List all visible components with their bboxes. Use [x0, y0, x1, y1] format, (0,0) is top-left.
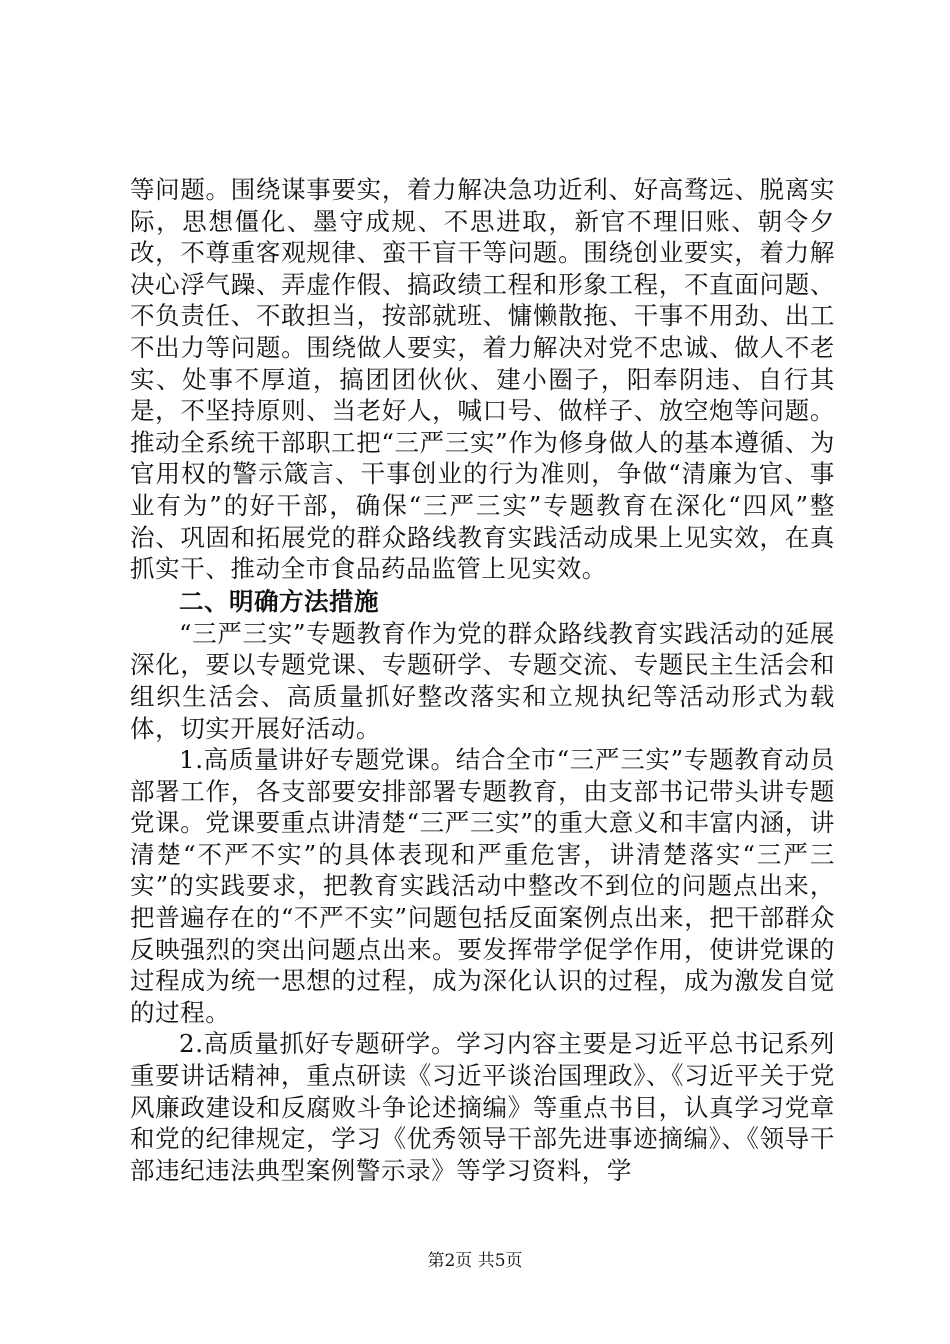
section-heading: 二、明确方法措施	[179, 586, 379, 616]
paragraph-4: 2.高质量抓好专题研学。学习内容主要是习近平总书记系列重要讲话精神，重点研读《习近平谈治国理政》、《习近平关于党风廉政建设和反腐败斗争论述摘编》等重点书目，认真学习党章和党的纪律规定，学习《优秀领导干部先进事迹摘编》、《领导干部违纪违法典型案例警示录》等学习资料，学	[130, 1029, 835, 1185]
page-number-footer: 第2页 共5页	[427, 1251, 523, 1271]
paragraph-2: “三严三实”专题教育作为党的群众路线教育实践活动的延展深化，要以专题党课、专题研学、专题交流、专题民主生活会和组织生活会、高质量抓好整改落实和立规执纪等活动形式为载体，切实开展好活动。	[130, 618, 835, 743]
document-body	[130, 174, 835, 1186]
paragraph-1: 等问题。围绕谋事要实，着力解决急功近利、好高骛远、脱离实际，思想僵化、墨守成规、不思进取，新官不理旧账、朝令夕改，不尊重客观规律、蛮干盲干等问题。围绕创业要实，着力解决心浮气躁、弄虚作假、搞政绩工程和形象工程，不直面问题、不负责任、不敢担当，按部就班、慵懒散拖、干事不用劲、出工不出力等问题。围绕做人要实，着力解决对党不忠诚、做人不老实、处事不厚道，搞团团伙伙、建小圈子，阳奉阴违、自行其是，不坚持原则、当老好人，喊口号、做样子、放空炮等问题。推动全系统干部职工把“三严三实”作为修身做人的基本遵循、为官用权的警示箴言、干事创业的行为准则，争做“清廉为官、事业有为”的好干部，确保“三严三实”专题教育在深化“四风”整治、巩固和拓展党的群众路线教育实践活动成果上见实效，在真抓实干、推动全市食品药品监管上见实效。	[130, 175, 835, 584]
paragraph-3: 1.高质量讲好专题党课。结合全市“三严三实”专题教育动员部署工作，各支部要安排部署专题教育，由支部书记带头讲专题党课。党课要重点讲清楚“三严三实”的重大意义和丰富内涵，讲清楚“不严不实”的具体表现和严重危害，讲清楚落实“三严三实”的实践要求，把教育实践活动中整改不到位的问题点出来，把普遍存在的“不严不实”问题包括反面案例点出来，把干部群众反映强烈的突出问题点出来。要发挥带学促学作用，使讲党课的过程成为统一思想的过程，成为深化认识的过程，成为激发自觉的过程。	[130, 745, 835, 1027]
